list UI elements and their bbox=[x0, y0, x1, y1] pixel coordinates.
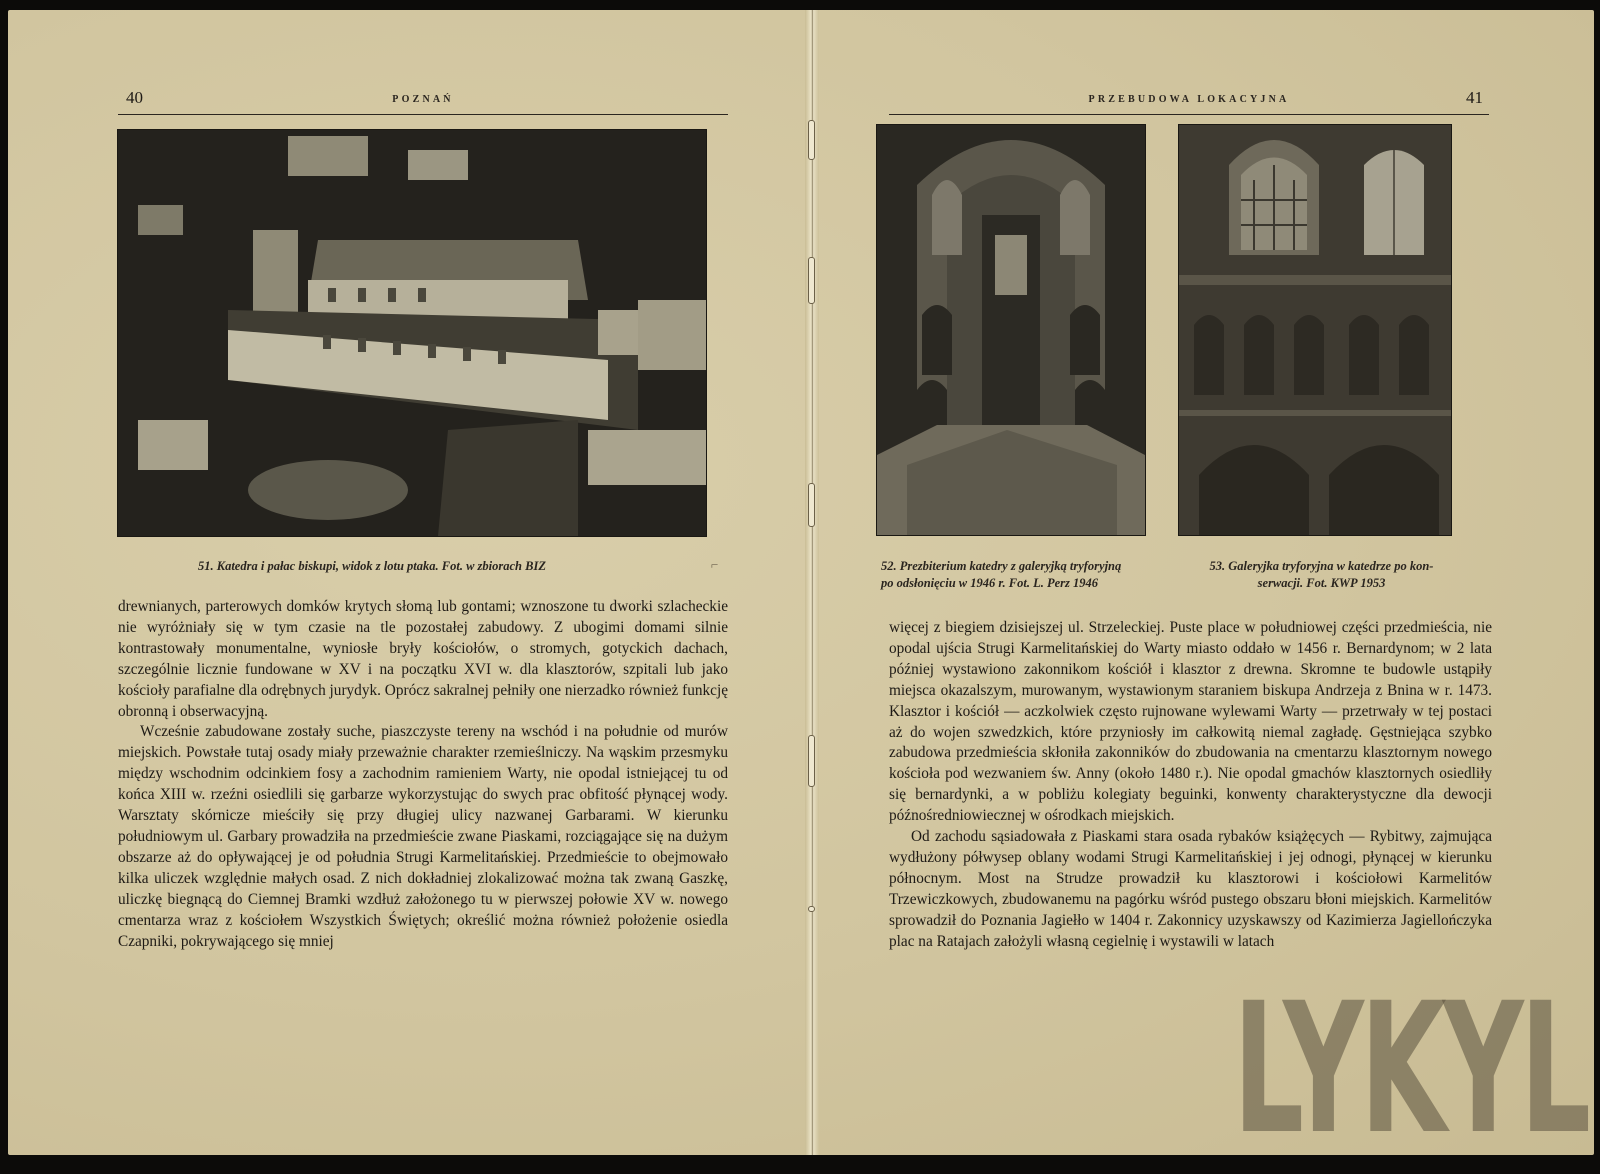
running-head-left bbox=[118, 82, 728, 115]
left-body-text bbox=[118, 597, 728, 952]
paragraph: Od zachodu sąsiadowała z Piaskami stara osada rybaków książęcych — Rybitwy, zajmująca wydłużony półwysep oblany wodami Strugi Karmelitańskiej i jej odnogi, płynącej w kierunku północnym. Most na Strudze prowadził ku klasztorowi i kościołowi Karmelitów Trzewiczkowych, zbudowanemu na pagórku wśród pustego obszaru błoni miejskich. Karmelitów sprowadził do Poznania Jagiełło w 1404 r. Zakonnicy uzyskawszy od Kazimierza Jagiellończyka plac na Ratajach założyli własną cegielnię i wystawili w latach bbox=[889, 828, 1492, 950]
book-gutter bbox=[805, 10, 819, 1155]
binding-stitch bbox=[808, 735, 815, 787]
binding-stitch bbox=[808, 483, 815, 527]
caption-line: po odsłonięciu w 1946 r. Fot. L. Perz 1946 bbox=[881, 576, 1099, 590]
book-spread bbox=[8, 10, 1594, 1174]
running-title: PRZEBUDOWA LOKACYJNA bbox=[1088, 94, 1290, 105]
left-page bbox=[8, 10, 805, 1155]
caption-line: 53. Galeryjka tryforyjna w katedrze po kon- bbox=[1209, 559, 1434, 573]
caption-line: 52. Prezbiterium katedry z galeryjką tryforyjną bbox=[881, 559, 1122, 573]
caption-line: serwacji. Fot. KWP 1953 bbox=[1257, 576, 1386, 590]
figure-51-aerial-photo bbox=[118, 130, 706, 536]
paragraph: drewnianych, parterowych domków krytych słomą lub gontami; wznoszone tu dworki szlacheckie nie wyróżniały się w tym czasie na tle pozostałej zabudowy. Z ubogimi domami silnie kontrastowały monumentalne, wyniosłe bryły kościołów, o stromych, gotyckich dachach, szczególnie licznie fundowane w XV i na początku XVI w. dla klasztorów, szpitali lub jako kościoły parafialne dla odrębnych jurydyk. Oprócz sakralnej pełniły one nierzadko również funkcję obronną i obserwacyjną. bbox=[118, 598, 728, 720]
figure-53-caption bbox=[1184, 558, 1459, 592]
running-title: POZNAŃ bbox=[392, 94, 454, 105]
running-head-right bbox=[889, 82, 1489, 115]
figure-52-presbytery-photo bbox=[877, 125, 1145, 535]
watermark-logo: LYKYL bbox=[1233, 965, 1588, 1174]
margin-mark: ⌐ bbox=[711, 557, 719, 572]
right-body-text bbox=[889, 618, 1492, 953]
binding-stitch bbox=[808, 906, 815, 912]
figure-51-caption: 51. Katedra i pałac biskupi, widok z lotu ptaka. Fot. w zbiorach BIZ bbox=[198, 559, 546, 573]
figure-53-triforium-photo bbox=[1179, 125, 1451, 535]
paragraph: więcej z biegiem dzisiejszej ul. Strzeleckiej. Puste place w południowej części przedmieścia, nie opodal ujścia Strugi Karmelitańskiej do Warty miasto oddało w 1456 r. Bernardynom; w 2 lata później wystawiono zakonnikom kościół i klasztor z drewna. Skromne te budowle ustąpiły miejsca okazalszym, murowanym, wystawionym staraniem biskupa Andrzeja z Bnina w r. 1473. Klasztor i kościół — aczkolwiek często rujnowane wylewami Warty — przetrwały w tej postaci aż do wojen szwedzkich, które przyniosły im całkowitą niemal zagładę. Gęstniejąca szybko zabudowa przedmieścia skłoniła zakonników do zbudowania na cmentarzu klasztornym nowego kościoła pod wezwaniem św. Anny (około 1480 r.). Nie opodal gmachów klasztornych osiedliły się bernardynki, a w pobliżu kolegiaty beguinki, konwenty charakterystyczne dla dewocji późnośredniowiecznej w ośrodkach miejskich. bbox=[889, 619, 1492, 825]
page-number: 40 bbox=[126, 88, 143, 107]
paragraph: Wcześnie zabudowane zostały suche, piaszczyste tereny na wschód i na południe od murów miejskich. Powstałe tutaj osady miały przeważnie charakter rzemieślniczy. Na wąskim przesmyku między wschodnim odcinkiem fosy a zachodnim ramieniem Warty, nie opodal istniejącej tu od końca XIII w. rzeźni osiedlili się garbarze wykorzystując do swych prac obfitość płynącej wody. Warsztaty skórnicze mieściły się przy długiej ulicy nazwanej Garbarami. W kierunku południowym ul. Garbary prowadziła na przedmieście zwane Piaskami, rozciągające się na dużym obszarze aż do opływającej je od południa Strugi Karmelitańskiej. Przedmieście to obejmowało kilka uliczek względnie małych osad. Z nich dokładniej zlokalizować można tak zwaną Gaszkę, uliczkę biegnącą do Ciemnej Bramki wzdłuż założonego tu w pierwszej połowie XV w. nowego cmentarza wraz z kościołem Wszystkich Świętych; określić można również położenie osiedla Czapniki, pokrywającego się mniej bbox=[118, 723, 728, 950]
figure-52-caption bbox=[881, 558, 1156, 592]
binding-stitch bbox=[808, 257, 815, 304]
binding-stitch bbox=[808, 120, 815, 160]
page-number: 41 bbox=[1466, 88, 1483, 107]
